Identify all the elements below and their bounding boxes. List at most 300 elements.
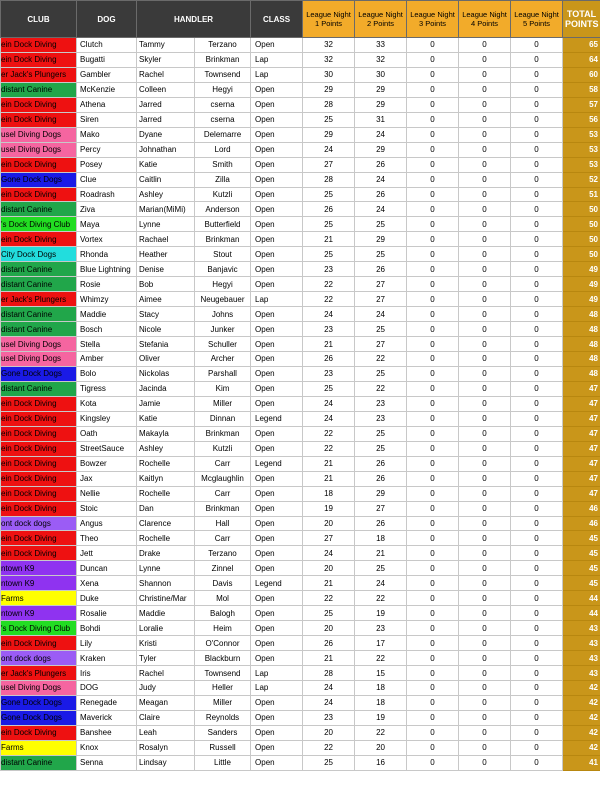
club-name: ein Dock Diving: [1, 429, 57, 439]
total-points-cell: 43: [563, 636, 600, 651]
class-cell: Open: [251, 187, 303, 202]
dog-cell: Stella: [77, 337, 137, 352]
club-name: ein Dock Diving: [1, 55, 57, 65]
table-row[interactable]: [1, 217, 600, 232]
night-4-cell: 0: [459, 322, 511, 337]
night-2-cell: 24: [355, 202, 407, 217]
night-3-cell: 0: [407, 67, 459, 82]
club-cell: [1, 546, 77, 561]
night-5-cell: 0: [511, 232, 563, 247]
club-name: ont dock dogs: [1, 653, 51, 663]
night-3-cell: 0: [407, 112, 459, 127]
table-row[interactable]: [1, 38, 600, 53]
night-4-cell: 0: [459, 411, 511, 426]
night-4-cell: 0: [459, 352, 511, 367]
handler-last-cell: cserna: [195, 112, 251, 127]
night-5-cell: 0: [511, 352, 563, 367]
night-4-cell: 0: [459, 82, 511, 97]
total-points-cell: 45: [563, 561, 600, 576]
night-5-cell: 0: [511, 38, 563, 53]
class-cell: Lap: [251, 67, 303, 82]
club-name: Gone Dock Dogs: [1, 369, 62, 379]
dog-cell: Jett: [77, 546, 137, 561]
night-4-cell: 0: [459, 112, 511, 127]
total-points-cell: 56: [563, 112, 600, 127]
night-1-cell: 32: [303, 52, 355, 67]
club-name: ein Dock Diving: [1, 638, 57, 648]
header-handler[interactable]: HANDLER: [137, 1, 251, 38]
dog-cell: Senna: [77, 755, 137, 770]
table-row[interactable]: [1, 127, 600, 142]
total-points-cell: 42: [563, 680, 600, 695]
night-3-cell: 0: [407, 52, 459, 67]
total-points-cell: 45: [563, 576, 600, 591]
dog-cell: Posey: [77, 157, 137, 172]
night-5-cell: 0: [511, 755, 563, 770]
night-2-cell: 24: [355, 307, 407, 322]
night-1-cell: 27: [303, 157, 355, 172]
class-cell: Open: [251, 217, 303, 232]
night-4-cell: 0: [459, 486, 511, 501]
night-2-cell: 22: [355, 352, 407, 367]
table-row[interactable]: [1, 501, 600, 516]
table-row[interactable]: [1, 411, 600, 426]
total-points-cell: 47: [563, 411, 600, 426]
total-points-cell: 47: [563, 381, 600, 396]
handler-last-cell: Balogh: [195, 606, 251, 621]
handler-last-cell: Kim: [195, 381, 251, 396]
table-row[interactable]: [1, 636, 600, 651]
night-2-cell: 23: [355, 411, 407, 426]
handler-last-cell: Hegyi: [195, 277, 251, 292]
club-name: ont dock dogs: [1, 518, 51, 528]
club-name: ein Dock Diving: [1, 728, 57, 738]
total-points-cell: 50: [563, 217, 600, 232]
night-5-cell: 0: [511, 307, 563, 322]
night-4-cell: 0: [459, 38, 511, 53]
night-5-cell: 0: [511, 441, 563, 456]
handler-last-cell: Kutzli: [195, 187, 251, 202]
table-row[interactable]: [1, 740, 600, 755]
night-5-cell: 0: [511, 621, 563, 636]
table-row[interactable]: [1, 695, 600, 710]
total-points-cell: 51: [563, 187, 600, 202]
table-row[interactable]: [1, 576, 600, 591]
night-1-cell: 21: [303, 576, 355, 591]
night-2-cell: 18: [355, 531, 407, 546]
night-5-cell: 0: [511, 217, 563, 232]
class-cell: Open: [251, 441, 303, 456]
table-row[interactable]: [1, 52, 600, 67]
table-row[interactable]: [1, 591, 600, 606]
handler-last-cell: Sanders: [195, 725, 251, 740]
night-2-cell: 22: [355, 381, 407, 396]
night-5-cell: 0: [511, 561, 563, 576]
dog-cell: Percy: [77, 142, 137, 157]
club-name: distant Canine: [1, 204, 53, 214]
club-name: Gone Dock Dogs: [1, 713, 62, 723]
night-4-cell: 0: [459, 725, 511, 740]
night-3-cell: 0: [407, 157, 459, 172]
class-cell: Legend: [251, 411, 303, 426]
night-5-cell: 0: [511, 710, 563, 725]
night-3-cell: 0: [407, 651, 459, 666]
club-name: usel Diving Dogs: [1, 130, 62, 140]
handler-last-cell: Mol: [195, 591, 251, 606]
header-dog[interactable]: DOG: [77, 1, 137, 38]
handler-first-cell: Ashley: [137, 187, 195, 202]
handler-first-cell: Rochelle: [137, 531, 195, 546]
night-4-cell: 0: [459, 67, 511, 82]
dog-cell: Gambler: [77, 67, 137, 82]
night-1-cell: 25: [303, 217, 355, 232]
table-row[interactable]: [1, 366, 600, 381]
handler-first-cell: Colleen: [137, 82, 195, 97]
class-cell: Open: [251, 277, 303, 292]
dog-cell: Bosch: [77, 322, 137, 337]
header-total-points[interactable]: TOTAL POINTS: [563, 1, 600, 38]
dog-cell: Xena: [77, 576, 137, 591]
club-name: ein Dock Diving: [1, 100, 57, 110]
table-row[interactable]: [1, 352, 600, 367]
header-night-2[interactable]: League Night 2 Points: [355, 1, 407, 38]
night-4-cell: 0: [459, 142, 511, 157]
handler-last-cell: Parshall: [195, 366, 251, 381]
class-cell: Open: [251, 426, 303, 441]
table-row[interactable]: [1, 82, 600, 97]
night-2-cell: 26: [355, 157, 407, 172]
night-4-cell: 0: [459, 187, 511, 202]
class-cell: Open: [251, 591, 303, 606]
club-cell: [1, 426, 77, 441]
club-cell: [1, 172, 77, 187]
club-name: ein Dock Diving: [1, 489, 57, 499]
night-1-cell: 21: [303, 471, 355, 486]
club-cell: [1, 247, 77, 262]
club-name: distant Canine: [1, 324, 53, 334]
dog-cell: Duncan: [77, 561, 137, 576]
dog-cell: Nellie: [77, 486, 137, 501]
night-3-cell: 0: [407, 606, 459, 621]
night-3-cell: 0: [407, 292, 459, 307]
table-row[interactable]: [1, 142, 600, 157]
header-row: [1, 1, 600, 38]
table-row[interactable]: [1, 277, 600, 292]
total-points-cell: 47: [563, 441, 600, 456]
night-4-cell: 0: [459, 531, 511, 546]
handler-last-cell: Terzano: [195, 38, 251, 53]
total-points-cell: 43: [563, 621, 600, 636]
night-5-cell: 0: [511, 591, 563, 606]
night-4-cell: 0: [459, 456, 511, 471]
table-row[interactable]: [1, 710, 600, 725]
night-3-cell: 0: [407, 695, 459, 710]
night-2-cell: 22: [355, 725, 407, 740]
night-5-cell: 0: [511, 456, 563, 471]
total-points-cell: 45: [563, 546, 600, 561]
club-name: ein Dock Diving: [1, 548, 57, 558]
handler-first-cell: Johnathan: [137, 142, 195, 157]
club-name: distant Canine: [1, 384, 53, 394]
table-row[interactable]: [1, 307, 600, 322]
night-2-cell: 25: [355, 561, 407, 576]
club-cell: [1, 352, 77, 367]
club-cell: [1, 441, 77, 456]
night-1-cell: 21: [303, 232, 355, 247]
table-row[interactable]: [1, 680, 600, 695]
club-cell: [1, 456, 77, 471]
table-row[interactable]: [1, 441, 600, 456]
night-1-cell: 25: [303, 187, 355, 202]
table-body: [1, 38, 600, 771]
table-row[interactable]: [1, 112, 600, 127]
night-5-cell: 0: [511, 202, 563, 217]
dog-cell: Rosalie: [77, 606, 137, 621]
night-1-cell: 23: [303, 322, 355, 337]
class-cell: Open: [251, 636, 303, 651]
handler-first-cell: Tammy: [137, 38, 195, 53]
handler-last-cell: Zilla: [195, 172, 251, 187]
class-cell: Open: [251, 621, 303, 636]
handler-first-cell: Nickolas: [137, 366, 195, 381]
table-row[interactable]: [1, 606, 600, 621]
club-cell: [1, 561, 77, 576]
night-2-cell: 20: [355, 740, 407, 755]
night-4-cell: 0: [459, 396, 511, 411]
night-4-cell: 0: [459, 247, 511, 262]
table-row[interactable]: [1, 426, 600, 441]
handler-first-cell: Lynne: [137, 561, 195, 576]
club-cell: [1, 97, 77, 112]
night-4-cell: 0: [459, 262, 511, 277]
header-night-4[interactable]: League Night 4 Points: [459, 1, 511, 38]
club-cell: [1, 366, 77, 381]
table-row[interactable]: [1, 322, 600, 337]
club-cell: [1, 591, 77, 606]
handler-last-cell: Heim: [195, 621, 251, 636]
handler-last-cell: Junker: [195, 322, 251, 337]
handler-last-cell: Stout: [195, 247, 251, 262]
handler-last-cell: Banjavic: [195, 262, 251, 277]
table-row[interactable]: [1, 292, 600, 307]
night-5-cell: 0: [511, 695, 563, 710]
dog-cell: Banshee: [77, 725, 137, 740]
total-points-cell: 53: [563, 157, 600, 172]
class-cell: Open: [251, 262, 303, 277]
table-row[interactable]: [1, 456, 600, 471]
night-2-cell: 30: [355, 67, 407, 82]
club-name: Farms: [1, 743, 24, 753]
table-row[interactable]: [1, 262, 600, 277]
club-name: 's Dock Diving Club: [1, 219, 71, 229]
club-cell: [1, 486, 77, 501]
class-cell: Open: [251, 142, 303, 157]
club-name: ein Dock Diving: [1, 444, 57, 454]
night-3-cell: 0: [407, 636, 459, 651]
total-points-cell: 49: [563, 292, 600, 307]
night-3-cell: 0: [407, 172, 459, 187]
table-row[interactable]: [1, 381, 600, 396]
night-2-cell: 26: [355, 456, 407, 471]
night-5-cell: 0: [511, 576, 563, 591]
night-3-cell: 0: [407, 202, 459, 217]
table-row[interactable]: [1, 202, 600, 217]
night-5-cell: 0: [511, 501, 563, 516]
table-row[interactable]: [1, 396, 600, 411]
header-night-1[interactable]: League Night 1 Points: [303, 1, 355, 38]
table-row[interactable]: [1, 187, 600, 202]
handler-last-cell: Butterfield: [195, 217, 251, 232]
night-4-cell: 0: [459, 292, 511, 307]
club-cell: [1, 740, 77, 755]
handler-first-cell: Ashley: [137, 441, 195, 456]
handler-last-cell: Carr: [195, 486, 251, 501]
handler-first-cell: Skyler: [137, 52, 195, 67]
night-2-cell: 25: [355, 366, 407, 381]
table-row[interactable]: [1, 97, 600, 112]
night-2-cell: 19: [355, 710, 407, 725]
header-club[interactable]: CLUB: [1, 1, 77, 38]
table-row[interactable]: [1, 666, 600, 681]
night-2-cell: 27: [355, 501, 407, 516]
table-row[interactable]: [1, 621, 600, 636]
club-name: distant Canine: [1, 279, 53, 289]
night-1-cell: 28: [303, 172, 355, 187]
dog-cell: Clue: [77, 172, 137, 187]
table-row[interactable]: [1, 486, 600, 501]
handler-first-cell: Christine/Mar: [137, 591, 195, 606]
header-night-5[interactable]: League Night 5 Points: [511, 1, 563, 38]
club-cell: [1, 666, 77, 681]
night-2-cell: 27: [355, 292, 407, 307]
club-name: usel Diving Dogs: [1, 354, 62, 364]
handler-last-cell: Terzano: [195, 546, 251, 561]
night-4-cell: 0: [459, 471, 511, 486]
club-name: ein Dock Diving: [1, 533, 57, 543]
night-5-cell: 0: [511, 82, 563, 97]
night-1-cell: 28: [303, 97, 355, 112]
night-3-cell: 0: [407, 471, 459, 486]
club-name: 's Dock Diving Club: [1, 623, 71, 633]
club-cell: [1, 112, 77, 127]
table-row[interactable]: [1, 531, 600, 546]
table-row[interactable]: [1, 232, 600, 247]
table-row[interactable]: [1, 651, 600, 666]
dog-cell: Iris: [77, 666, 137, 681]
night-2-cell: 25: [355, 441, 407, 456]
night-2-cell: 18: [355, 695, 407, 710]
table-row[interactable]: [1, 157, 600, 172]
night-3-cell: 0: [407, 277, 459, 292]
night-1-cell: 24: [303, 396, 355, 411]
night-5-cell: 0: [511, 142, 563, 157]
dog-cell: Rosie: [77, 277, 137, 292]
table-row[interactable]: [1, 471, 600, 486]
header-night-3[interactable]: League Night 3 Points: [407, 1, 459, 38]
night-3-cell: 0: [407, 307, 459, 322]
total-points-cell: 64: [563, 52, 600, 67]
club-name: distant Canine: [1, 309, 53, 319]
table-row[interactable]: [1, 172, 600, 187]
class-cell: Open: [251, 695, 303, 710]
club-name: ein Dock Diving: [1, 414, 57, 424]
night-3-cell: 0: [407, 352, 459, 367]
handler-first-cell: Stefania: [137, 337, 195, 352]
night-1-cell: 25: [303, 381, 355, 396]
night-2-cell: 31: [355, 112, 407, 127]
table-row[interactable]: [1, 247, 600, 262]
handler-first-cell: Meagan: [137, 695, 195, 710]
club-cell: [1, 232, 77, 247]
night-1-cell: 24: [303, 307, 355, 322]
handler-last-cell: Miller: [195, 396, 251, 411]
night-5-cell: 0: [511, 112, 563, 127]
night-1-cell: 23: [303, 710, 355, 725]
club-cell: [1, 651, 77, 666]
club-cell: [1, 157, 77, 172]
table-row[interactable]: [1, 561, 600, 576]
night-1-cell: 22: [303, 277, 355, 292]
class-cell: Open: [251, 232, 303, 247]
total-points-cell: 42: [563, 710, 600, 725]
table-row[interactable]: [1, 516, 600, 531]
handler-first-cell: Caitlin: [137, 172, 195, 187]
handler-first-cell: Jarred: [137, 97, 195, 112]
total-points-cell: 52: [563, 172, 600, 187]
night-3-cell: 0: [407, 337, 459, 352]
night-3-cell: 0: [407, 97, 459, 112]
handler-first-cell: Stacy: [137, 307, 195, 322]
table-row[interactable]: [1, 725, 600, 740]
club-cell: [1, 292, 77, 307]
handler-first-cell: Dan: [137, 501, 195, 516]
handler-last-cell: Carr: [195, 531, 251, 546]
table-row[interactable]: [1, 546, 600, 561]
night-5-cell: 0: [511, 516, 563, 531]
dog-cell: Angus: [77, 516, 137, 531]
night-1-cell: 25: [303, 112, 355, 127]
night-5-cell: 0: [511, 157, 563, 172]
night-1-cell: 22: [303, 441, 355, 456]
dog-cell: Knox: [77, 740, 137, 755]
header-class[interactable]: CLASS: [251, 1, 303, 38]
night-1-cell: 26: [303, 352, 355, 367]
club-cell: [1, 680, 77, 695]
handler-last-cell: Johns: [195, 307, 251, 322]
club-cell: [1, 202, 77, 217]
club-name: distant Canine: [1, 264, 53, 274]
night-2-cell: 32: [355, 52, 407, 67]
club-cell: [1, 396, 77, 411]
total-points-cell: 50: [563, 247, 600, 262]
dog-cell: Jax: [77, 471, 137, 486]
class-cell: Open: [251, 247, 303, 262]
night-5-cell: 0: [511, 247, 563, 262]
night-4-cell: 0: [459, 621, 511, 636]
table-row[interactable]: [1, 67, 600, 82]
class-cell: Lap: [251, 680, 303, 695]
night-2-cell: 27: [355, 277, 407, 292]
night-2-cell: 29: [355, 97, 407, 112]
club-name: ein Dock Diving: [1, 115, 57, 125]
table-row[interactable]: [1, 337, 600, 352]
night-2-cell: 22: [355, 651, 407, 666]
total-points-cell: 53: [563, 142, 600, 157]
dog-cell: Athena: [77, 97, 137, 112]
class-cell: Open: [251, 471, 303, 486]
table-row[interactable]: [1, 755, 600, 770]
total-points-cell: 49: [563, 277, 600, 292]
